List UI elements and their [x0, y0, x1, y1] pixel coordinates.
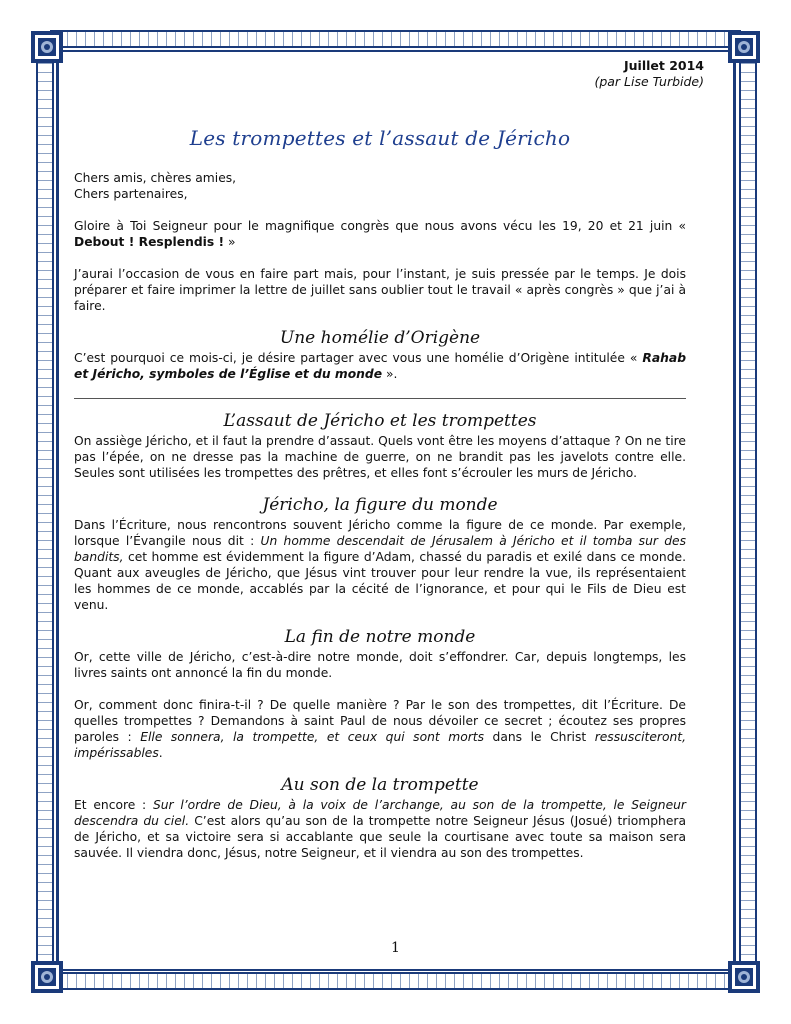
intro-p1-end: » — [224, 235, 236, 249]
figure-text-a: Dans l’Écriture, nous rencontrons souvent Jéricho comme la figure de ce monde. Par exemple, lorsque l’Évangile nous dit : — [74, 518, 686, 548]
document-body — [74, 58, 704, 877]
border-right — [739, 46, 757, 976]
section-heading-homily: Une homélie d’Origène — [279, 328, 481, 348]
trumpet-text-a: Et encore : — [74, 798, 153, 812]
trumpet-text-b: C’est alors qu’au son de la trompette notre Seigneur Jésus (Josué) triomphera de Jéricho, et sa victoire sera si accablante que seule la courtisane avec toute sa maison sera sauvée. Il viendra donc, Jésus, notre Seigneur, et il viendra au son des trompettes. — [74, 814, 687, 860]
gospel-quote: Un homme descendait de Jérusalem à Jéricho et il tomba sur des bandits, — [74, 534, 686, 564]
end-text-a: Or, comment donc finira-t-il ? De quelle manière ? Par le son des trompettes, dit l’Écriture. De quelles trompettes ? Demandons à saint Paul de nous dévoiler ce secret ; écoutez ses propres paroles : — [74, 698, 686, 744]
end-text-end: . — [158, 746, 163, 760]
corner-ornament-icon — [30, 30, 64, 64]
section-heading-assault: L’assaut de Jéricho et les trompettes — [223, 411, 537, 431]
inner-border-bottom — [56, 969, 736, 971]
figure-text-b: cet homme est évidemment la figure d’Adam, chassé du paradis et exilé dans ce monde. Quant aux aveugles de Jéricho, que Jésus vint trouver pour leur rendre la vue, ils représentaient les hommes de ce monde, accablés par la cécité de l’ignorance, et pour qui le Fils de Dieu est venu. — [74, 550, 686, 612]
section-figure-paragraph — [74, 517, 686, 613]
section-trumpet-paragraph — [74, 797, 686, 861]
page-number: 1 — [391, 940, 400, 956]
intro-p1-text: Gloire à Toi Seigneur pour le magnifique congrès que nous avons vécu les 19, 20 et 21 juin « — [74, 219, 686, 233]
section-heading-trumpet: Au son de la trompette — [281, 775, 479, 795]
inner-border-left — [56, 52, 59, 972]
section-end-paragraph-1: Or, cette ville de Jéricho, c’est-à-dire notre monde, doit s’effondrer. Car, depuis longtemps, les livres saints ont annoncé la fin du monde. — [74, 650, 686, 680]
inner-border-right — [733, 52, 736, 972]
intro-paragraph-2: J’aurai l’occasion de vous en faire part mais, pour l’instant, je suis pressée par le temps. Je dois préparer et faire imprimer la lettre de juillet sans oublier tout le travail « après congrès » que j’ai à faire. — [74, 267, 686, 313]
section-assault-paragraph: On assiège Jéricho, et il faut la prendre d’assaut. Quels vont être les moyens d’attaque ? On ne tire pas l’épée, on ne dresse pas la machine de guerre, on ne brandit pas les javelots contre elle. Seules sont utilisées les trompettes des prêtres, et elles font s’écrouler les murs de Jéricho. — [74, 434, 686, 480]
paul-quote-2: ressusciteront, impérissables — [74, 730, 686, 760]
corner-ornament-icon — [727, 960, 761, 994]
congress-theme: Debout ! Resplendis ! — [74, 235, 225, 249]
border-bottom — [50, 972, 741, 990]
homily-end: ». — [382, 367, 398, 381]
intro-paragraph-1 — [74, 218, 686, 250]
section-heading-figure: Jéricho, la figure du monde — [262, 495, 498, 515]
homily-title: Rahab et Jéricho, symboles de l’Église et du monde — [74, 351, 686, 381]
section-homily-paragraph — [74, 350, 686, 382]
corner-ornament-icon — [30, 960, 64, 994]
end-text-b: dans le Christ — [484, 730, 595, 744]
border-left — [36, 46, 54, 976]
border-top — [50, 30, 741, 48]
homily-text: C’est pourquoi ce mois-ci, je désire partager avec vous une homélie d’Origène intitulée « — [74, 351, 643, 365]
inner-border-top — [56, 50, 736, 52]
section-end-paragraph-2 — [74, 697, 686, 761]
section-heading-end-of-world: La fin de notre monde — [284, 627, 476, 647]
paul-quote-1: Elle sonnera, la trompette, et ceux qui sont morts — [140, 730, 485, 744]
greeting-line-2: Chers partenaires, — [74, 187, 188, 201]
page-title: Les trompettes et l’assaut de Jéricho — [189, 126, 571, 150]
header-date: Juillet 2014 — [624, 58, 704, 73]
corner-ornament-icon — [727, 30, 761, 64]
archangel-quote: Sur l’ordre de Dieu, à la voix de l’archange, au son de la trompette, le Seigneur descendra du ciel. — [74, 798, 686, 828]
section-divider — [74, 398, 686, 399]
greeting-line-1: Chers amis, chères amies, — [74, 171, 237, 185]
header-author: (par Lise Turbide) — [594, 74, 704, 89]
